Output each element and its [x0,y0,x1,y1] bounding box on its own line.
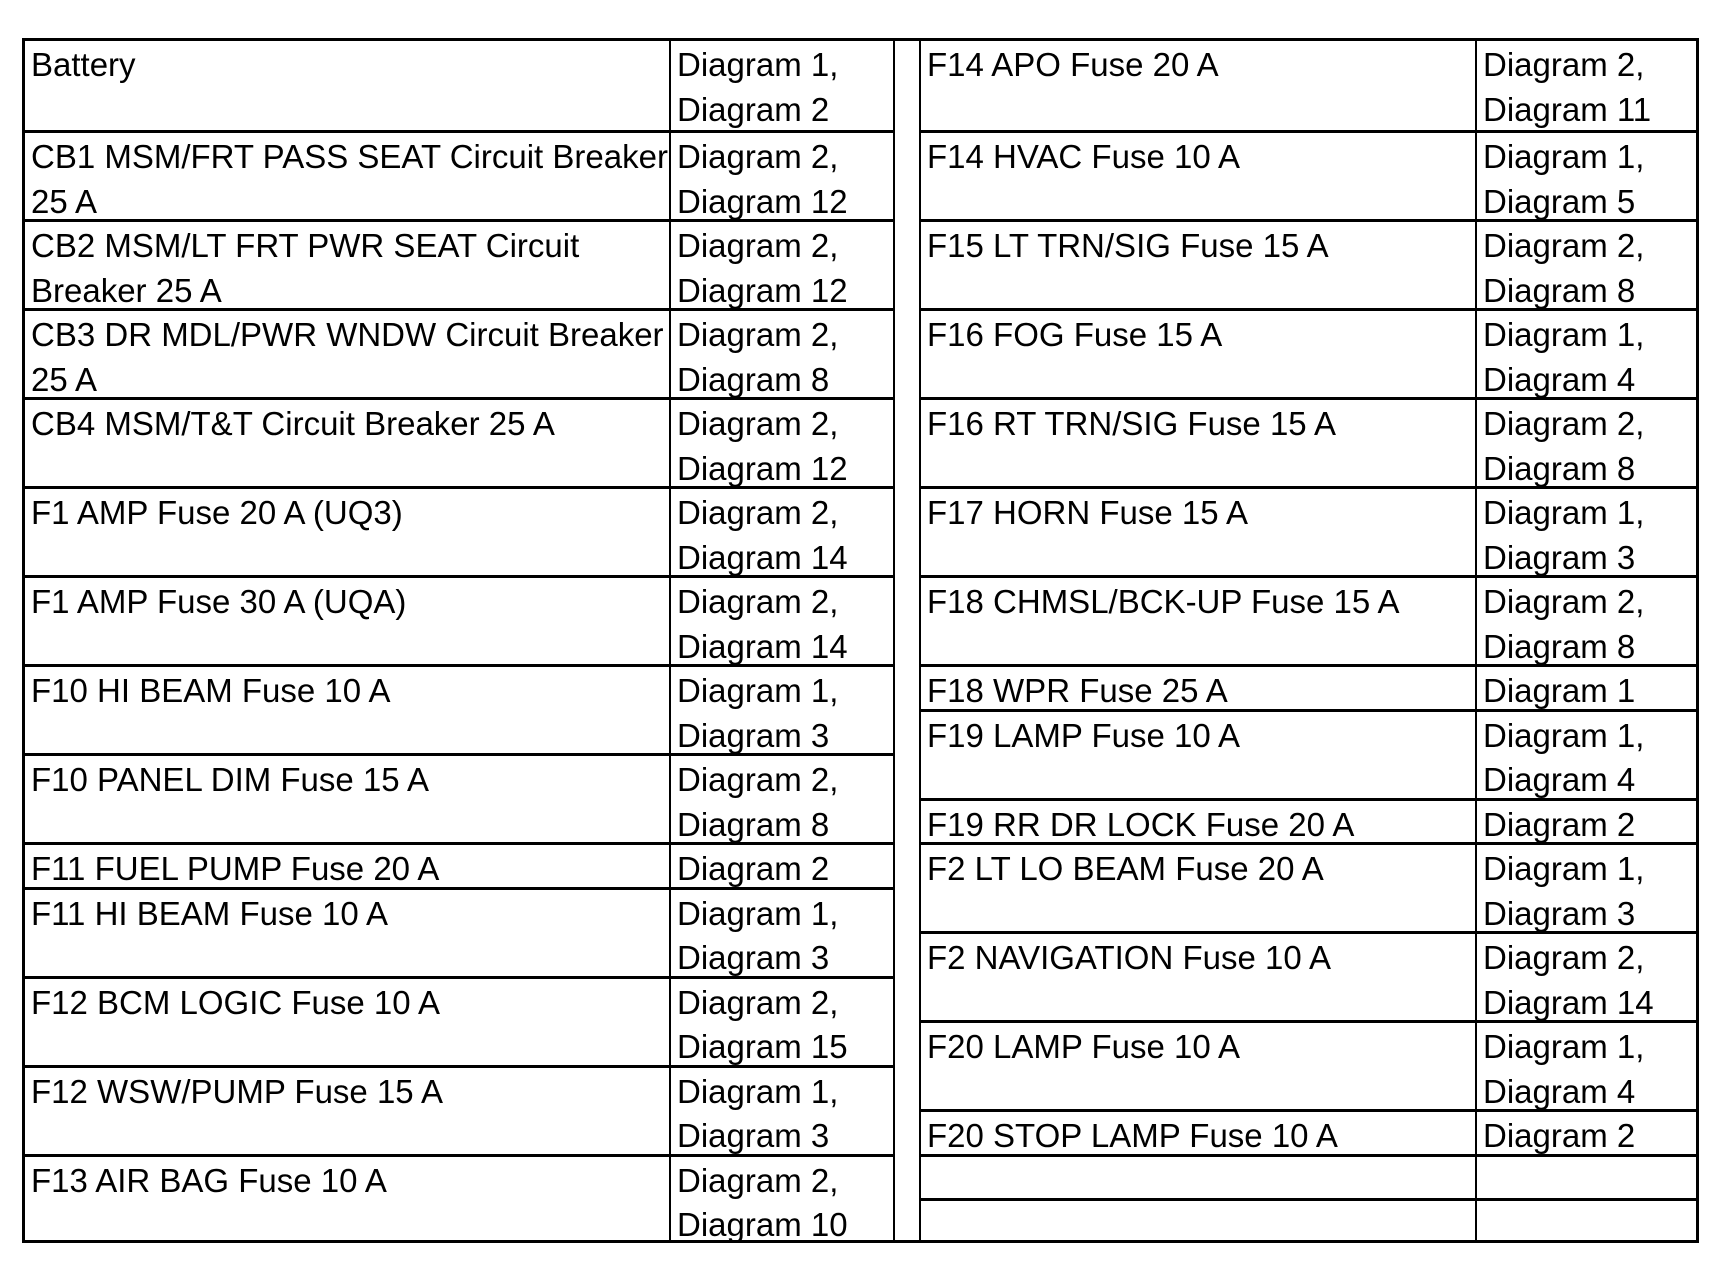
entry-diagrams: Diagram 1, Diagram 3 [1477,486,1696,575]
entry-name: F2 LT LO BEAM Fuse 20 A [921,842,1475,931]
entry-name: F18 CHMSL/BCK-UP Fuse 15 A [921,575,1475,664]
entry-diagrams: Diagram 2, Diagram 14 [671,575,893,664]
entry-diagrams: Diagram 2 [1477,1109,1696,1154]
entry-name: CB3 DR MDL/PWR WNDW Circuit Breaker 25 A [25,308,669,397]
entry-name [921,1154,1475,1199]
entry-name: CB1 MSM/FRT PASS SEAT Circuit Breaker 25 A [25,130,669,219]
entry-name: F18 WPR Fuse 25 A [921,664,1475,709]
entry-diagrams: Diagram 2 [671,842,893,887]
entry-diagrams: Diagram 2, Diagram 11 [1483,46,1652,128]
entry-name: F14 APO Fuse 20 A [927,46,1219,83]
entry-diagrams: Diagram 1, Diagram 3 [671,1065,893,1154]
entry-diagrams: Diagram 2, Diagram 14 [671,486,893,575]
entry-diagrams: Diagram 1, Diagram 4 [1477,709,1696,798]
index-table [22,38,1699,1243]
entry-diagrams: Diagram 2, Diagram 8 [1477,575,1696,664]
entry-diagrams: Diagram 2, Diagram 15 [671,976,893,1065]
entry-name: F2 NAVIGATION Fuse 10 A [921,931,1475,1020]
entry-name: F1 AMP Fuse 20 A (UQ3) [25,486,669,575]
entry-diagrams: Diagram 2, Diagram 8 [671,753,893,842]
entry-name: F16 FOG Fuse 15 A [921,308,1475,397]
entry-name [921,1198,1475,1243]
entry-diagrams: Diagram 1, Diagram 5 [1477,130,1696,219]
entry-name: F12 WSW/PUMP Fuse 15 A [25,1065,669,1154]
entry-name: F20 LAMP Fuse 10 A [921,1020,1475,1109]
entry-name: F16 RT TRN/SIG Fuse 15 A [921,397,1475,486]
left-name-column [25,41,671,1240]
entry-name: F17 HORN Fuse 15 A [921,486,1475,575]
entry-diagrams: Diagram 2, Diagram 14 [1477,931,1696,1020]
entry-name: F13 AIR BAG Fuse 10 A [25,1154,669,1243]
column-separator [895,41,921,1240]
entry-name: F19 LAMP Fuse 10 A [921,709,1475,798]
entry-name: Battery [31,46,136,83]
entry-diagrams: Diagram 1, Diagram 3 [671,664,893,753]
entry-name: F11 FUEL PUMP Fuse 20 A [25,842,669,887]
entry-diagrams [1477,1154,1696,1199]
left-diagram-column [671,41,895,1243]
entry-name: F1 AMP Fuse 30 A (UQA) [25,575,669,664]
entry-diagrams: Diagram 2, Diagram 8 [1477,397,1696,486]
entry-diagrams: Diagram 2, Diagram 12 [671,397,893,486]
entry-diagrams: Diagram 2, Diagram 12 [671,130,893,219]
entry-diagrams: Diagram 1, Diagram 3 [1477,842,1696,931]
entry-name: F15 LT TRN/SIG Fuse 15 A [921,219,1475,308]
entry-diagrams: Diagram 2, Diagram 12 [671,219,893,308]
right-name-column [921,41,1477,1240]
entry-diagrams: Diagram 1, Diagram 4 [1477,308,1696,397]
entry-name: F20 STOP LAMP Fuse 10 A [921,1109,1475,1154]
entry-diagrams: Diagram 1, Diagram 4 [1477,1020,1696,1109]
entry-name: F19 RR DR LOCK Fuse 20 A [921,798,1475,843]
entry-name: F10 PANEL DIM Fuse 15 A [25,753,669,842]
entry-diagrams: Diagram 2, Diagram 8 [1477,219,1696,308]
entry-diagrams: Diagram 1, Diagram 3 [671,887,893,976]
entry-diagrams: Diagram 1, Diagram 2 [677,46,839,128]
entry-name: F14 HVAC Fuse 10 A [921,130,1475,219]
entry-name: F12 BCM LOGIC Fuse 10 A [25,976,669,1065]
entry-name: CB4 MSM/T&T Circuit Breaker 25 A [25,397,669,486]
entry-name: CB2 MSM/LT FRT PWR SEAT Circuit Breaker 25 A [25,219,669,308]
entry-diagrams: Diagram 1 [1477,664,1696,709]
entry-name: F11 HI BEAM Fuse 10 A [25,887,669,976]
entry-diagrams [1477,1198,1696,1243]
entry-name: F10 HI BEAM Fuse 10 A [25,664,669,753]
entry-diagrams: Diagram 2, Diagram 10 [671,1154,893,1243]
right-diagram-column [1477,41,1696,1240]
entry-diagrams: Diagram 2, Diagram 8 [671,308,893,397]
entry-diagrams: Diagram 2 [1477,798,1696,843]
